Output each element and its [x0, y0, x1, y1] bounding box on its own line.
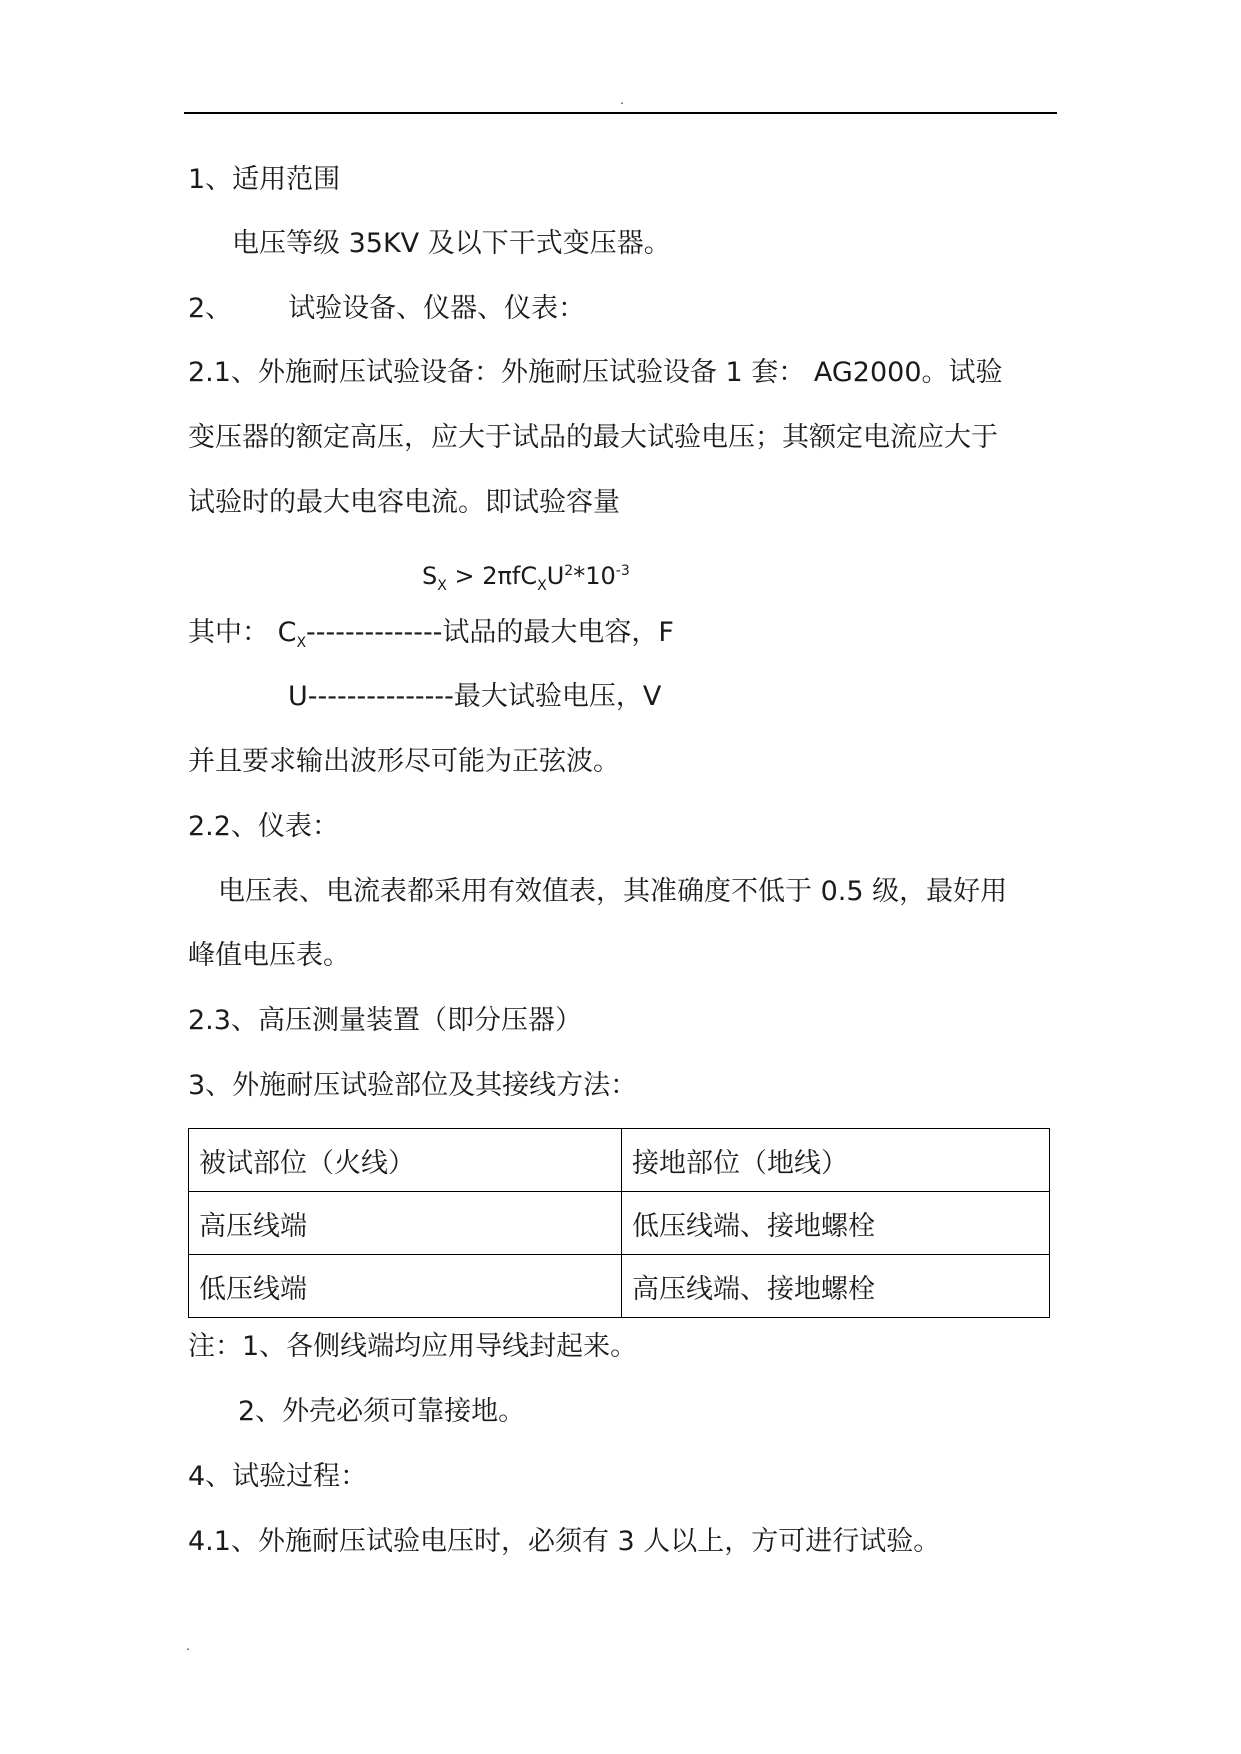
- table-cell: 高压线端、接地螺栓: [622, 1255, 1050, 1318]
- formula-mid: > 2πfC: [446, 562, 538, 590]
- s21-line1: 2.1、外施耐压试验设备：外施耐压试验设备 1 套： AG2000。试验: [188, 357, 1003, 388]
- table-header-cell: 被试部位（火线）: [189, 1129, 622, 1192]
- where-c-line: [188, 616, 674, 660]
- s23-heading: 2.3、高压测量装置（即分压器）: [188, 1005, 582, 1036]
- table-header-cell: 接地部位（地线）: [622, 1129, 1050, 1192]
- note-2: 2、外壳必须可靠接地。: [238, 1396, 526, 1427]
- formula-s-sub: X: [437, 578, 447, 594]
- s21-line2: 变压器的额定高压，应大于试品的最大试验电压；其额定电流应大于: [188, 422, 998, 453]
- section1-heading: 1、适用范围: [188, 164, 341, 195]
- table-cell: 高压线端: [189, 1192, 622, 1255]
- formula-tail: *10: [573, 562, 616, 590]
- s22-line2: 峰值电压表。: [188, 940, 350, 971]
- where-c-sub: X: [296, 635, 307, 651]
- section1-body: 电压等级 35KV 及以下干式变压器。: [232, 228, 671, 259]
- table-row: [189, 1192, 1050, 1255]
- formula-u: U: [546, 562, 565, 590]
- s21-line3: 试验时的最大电容电流。即试验容量: [188, 487, 620, 518]
- table-cell: 低压线端: [189, 1255, 622, 1318]
- formula-u-sup: 2: [564, 563, 574, 579]
- note-1: 注：1、各侧线端均应用导线封起来。: [188, 1331, 638, 1362]
- s22-line1: 电压表、电流表都采用有效值表，其准确度不低于 0.5 级，最好用: [218, 876, 1008, 907]
- waveform-line: 并且要求输出波形尽可能为正弦波。: [188, 746, 620, 777]
- section2-heading-text: 试验设备、仪器、仪表：: [288, 293, 586, 324]
- section3-heading: 3、外施耐压试验部位及其接线方法：: [188, 1070, 638, 1101]
- section2-heading-num: 2、: [188, 293, 233, 324]
- table-row: [189, 1255, 1050, 1318]
- s41-line: 4.1、外施耐压试验电压时，必须有 3 人以上，方可进行试验。: [188, 1526, 941, 1557]
- where-u-line: U---------------最大试验电压，V: [288, 681, 662, 712]
- where-prefix: 其中： C: [188, 617, 297, 648]
- section4-heading: 4、试验过程：: [188, 1461, 368, 1492]
- capacity-formula: [422, 554, 630, 603]
- section2-heading: [188, 292, 585, 326]
- footer-mark: .: [186, 1639, 190, 1653]
- wiring-table: [188, 1128, 1050, 1318]
- s22-heading: 2.2、仪表：: [188, 811, 339, 842]
- formula-c-sub: X: [537, 578, 547, 594]
- header-rule: [184, 112, 1057, 114]
- where-c-desc: --------------试品的最大电容，F: [306, 617, 674, 648]
- header-mark: .: [620, 93, 624, 107]
- table-header-row: [189, 1129, 1050, 1192]
- formula-exp: -3: [615, 563, 630, 579]
- table-cell: 低压线端、接地螺栓: [622, 1192, 1050, 1255]
- formula-s: S: [422, 562, 438, 590]
